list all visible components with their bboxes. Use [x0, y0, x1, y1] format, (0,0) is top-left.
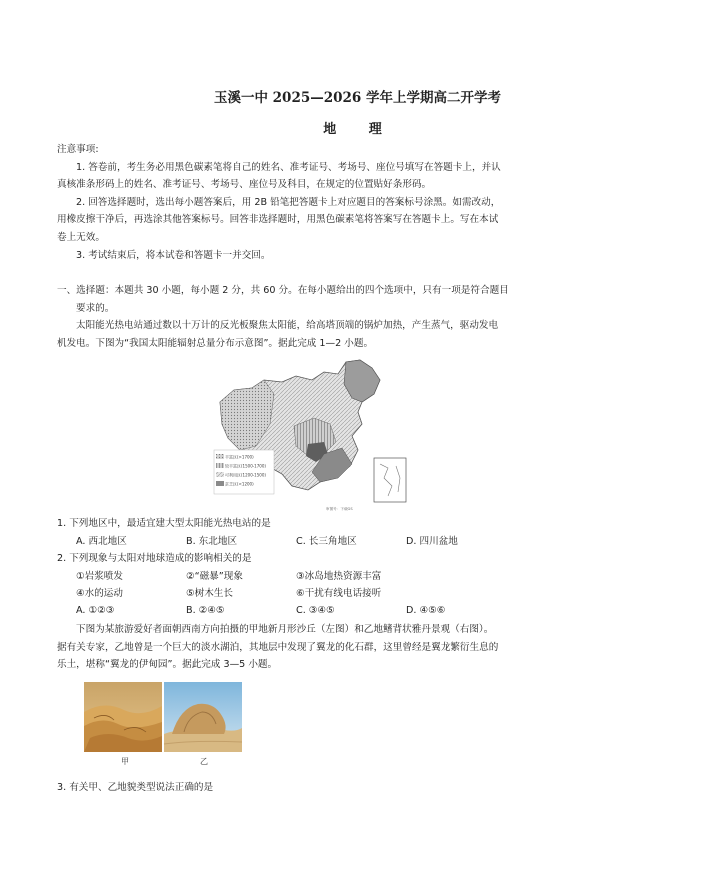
- solar-radiation-map: [212, 354, 410, 512]
- photo-label-yi: 乙: [200, 757, 208, 766]
- passage-1-line-2: 机发电。下图为“我国太阳能辐射总量分布示意图”。据此完成 1—2 小题。: [57, 338, 374, 349]
- china-map-graphic: [212, 354, 410, 512]
- note-1-line-2: 真核准条形码上的姓名、准考证号、考场号、座位号及科目，在规定的位置贴好条形码。: [57, 179, 432, 190]
- q2-item-4: ④水的运动: [76, 588, 123, 599]
- q2-option-a: A. ①②③: [76, 605, 115, 616]
- q1-stem: 1. 下列地区中，最适宜建大型太阳能光热电站的是: [57, 518, 271, 529]
- passage-2-line-2: 据有关专家，乙地曾是一个巨大的淡水湖泊，其地层中发现了翼龙的化石群，这里曾经是翼龙繁衍生息的: [57, 642, 499, 653]
- legend-item-1: 丰富区(>1700): [225, 454, 254, 460]
- map-note: 审图号：下载GS: [326, 507, 353, 511]
- q1-option-c: C. 长三角地区: [296, 536, 357, 547]
- q2-item-2: ②“磁暴”现象: [186, 571, 243, 582]
- landform-photos-graphic: [84, 682, 242, 768]
- section-1-line-1: 一、选择题：本题共 30 小题，每小题 2 分，共 60 分。在每小题给出的四个选项中，只有一项是符合题目: [57, 285, 509, 296]
- passage-1-line-1: 太阳能光热电站通过数以十万计的反光板聚焦太阳能，给高塔顶端的锅炉加热，产生蒸气，驱动发电: [76, 320, 499, 331]
- q2-option-b: B. ②④⑤: [186, 605, 225, 616]
- q1-option-d: D. 四川盆地: [406, 536, 458, 547]
- photo-label-jia: 甲: [121, 757, 129, 766]
- note-2-line-1: 2. 回答选择题时，选出每小题答案后，用 2B 铅笔把答题卡上对应题目的答案标号涂黑。如需改动，: [76, 197, 501, 208]
- q2-item-1: ①岩浆喷发: [76, 571, 123, 582]
- passage-2-line-1: 下图为某旅游爱好者面朝西南方向拍摄的甲地新月形沙丘（左图）和乙地鳍背状雅丹景观（右图）。: [76, 624, 494, 635]
- legend-item-4: 贫乏区(<1200): [225, 481, 254, 487]
- landform-photos: [84, 682, 242, 768]
- note-2-line-2: 用橡皮擦干净后，再选涂其他答案标号。回答非选择题时，用黑色碳素笔将答案写在答题卡上。写在本试: [57, 214, 499, 225]
- q2-option-c: C. ③④⑤: [296, 605, 335, 616]
- section-1-line-2: 要求的。: [76, 303, 115, 314]
- exam-title: 玉溪一中 2025—2026 学年上学期高二开学考: [213, 90, 502, 106]
- q2-item-3: ③冰岛地热资源丰富: [296, 571, 382, 582]
- legend-item-2: 较丰富区(1500-1700): [225, 463, 266, 469]
- q1-option-b: B. 东北地区: [186, 536, 238, 547]
- notes-heading: 注意事项:: [57, 144, 99, 155]
- south-china-sea-inset: [374, 458, 406, 502]
- q2-item-5: ⑤树木生长: [186, 588, 233, 599]
- note-3: 3. 考试结束后，将本试卷和答题卡一并交回。: [76, 250, 271, 261]
- legend-item-3: 可利用区(1200-1500): [225, 472, 266, 478]
- q2-item-6: ⑥干扰有线电话接听: [296, 588, 382, 599]
- q3-stem: 3. 有关甲、乙地貌类型说法正确的是: [57, 782, 214, 793]
- note-1-line-1: 1. 答卷前，考生务必用黑色碳素笔将自己的姓名、准考证号、考场号、座位号填写在答题卡上，并认: [76, 162, 501, 173]
- note-2-line-3: 卷上无效。: [57, 232, 105, 243]
- q2-stem: 2. 下列现象与太阳对地球造成的影响相关的是: [57, 553, 252, 564]
- passage-2-line-3: 乐土，堪称“翼龙的伊甸园”。据此完成 3—5 小题。: [57, 659, 278, 670]
- q1-option-a: A. 西北地区: [76, 536, 127, 547]
- q2-option-d: D. ④⑤⑥: [406, 605, 446, 616]
- subject-title: 地 理: [323, 122, 396, 137]
